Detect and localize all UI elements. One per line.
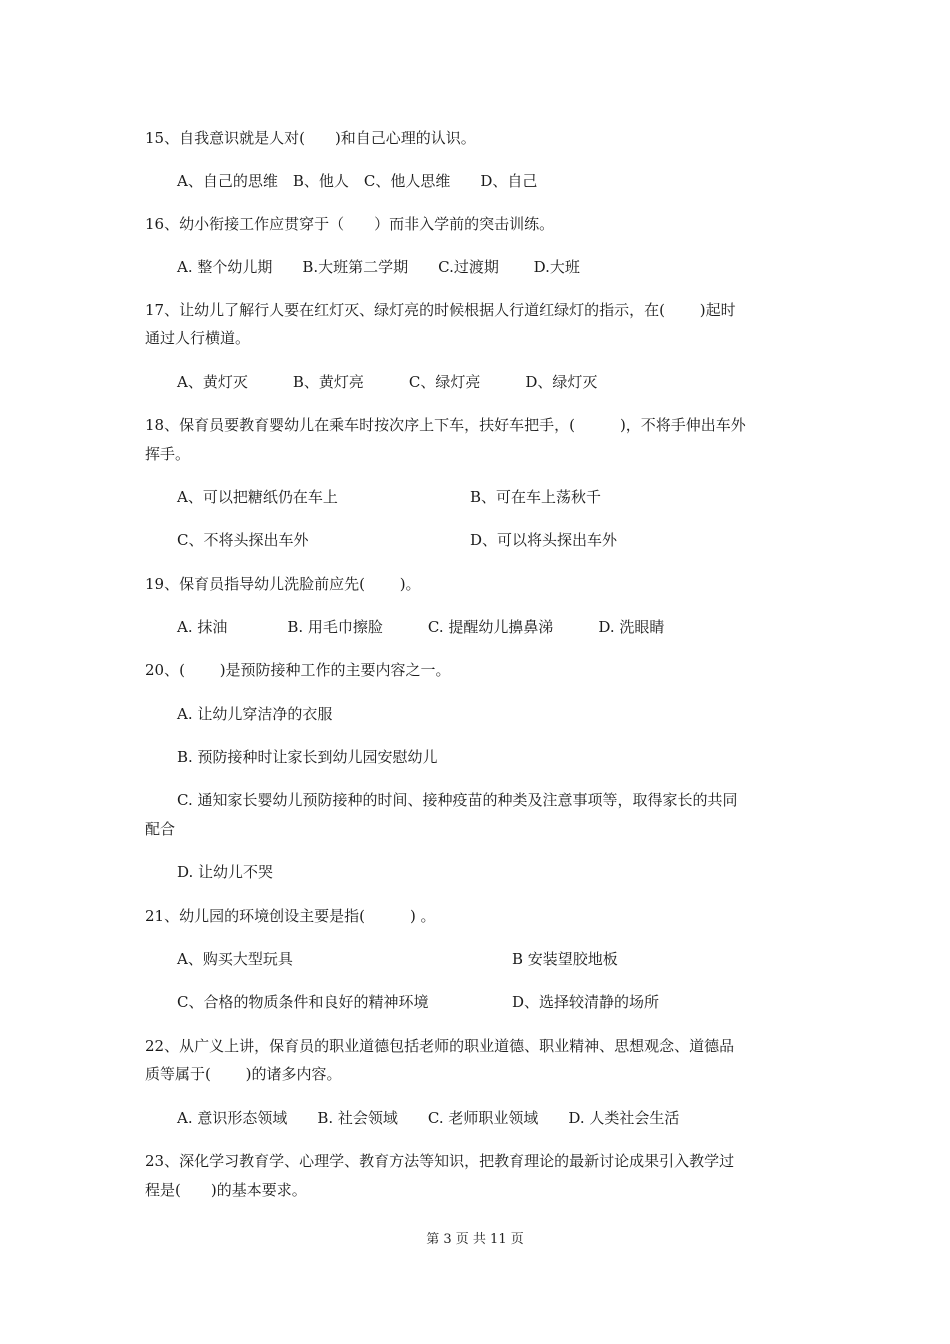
question-20-option-a: A. 让幼儿穿洁净的衣服 — [177, 705, 333, 723]
question-20-option-b: B. 预防接种时让家长到幼儿园安慰幼儿 — [177, 748, 438, 766]
question-20-option-c-line-1: C. 通知家长婴幼儿预防接种的时间、接种疫苗的种类及注意事项等，取得家长的共同 — [177, 791, 738, 809]
question-22-line-1: 22、从广义上讲，保育员的职业道德包括老师的职业道德、职业精神、思想观念、道德品 — [145, 1037, 735, 1055]
question-22-line-2: 质等属于( )的诸多内容。 — [145, 1065, 342, 1083]
question-23-line-1: 23、深化学习教育学、心理学、教育方法等知识，把教育理论的最新讨论成果引入教学过 — [145, 1152, 735, 1170]
question-17-line-1: 17、让幼儿了解行人要在红灯灭、绿灯亮的时候根据人行道红绿灯的指示，在( )起时 — [145, 301, 736, 319]
question-23-line-2: 程是( )的基本要求。 — [145, 1181, 307, 1199]
question-16-options: A. 整个幼儿期 B.大班第二学期 C.过渡期 D.大班 — [177, 258, 580, 276]
question-16: 16、幼小衔接工作应贯穿于（ ）而非入学前的突击训练。 — [145, 215, 555, 233]
question-17-options: A、黄灯灭 B、黄灯亮 C、绿灯亮 D、绿灯灭 — [177, 373, 598, 391]
question-21-option-c: C、合格的物质条件和良好的精神环境 — [177, 993, 429, 1011]
question-18-option-c: C、不将头探出车外 — [177, 531, 309, 549]
question-18-option-d: D、可以将头探出车外 — [470, 531, 618, 549]
question-21-option-a: A、购买大型玩具 — [177, 950, 293, 968]
question-21: 21、幼儿园的环境创设主要是指( ) 。 — [145, 907, 436, 925]
question-20-option-d: D. 让幼儿不哭 — [177, 863, 274, 881]
question-20-option-c-line-2: 配合 — [145, 820, 176, 838]
question-18-option-a: A、可以把糖纸仍在车上 — [177, 488, 338, 506]
question-21-option-b: B 安装望胶地板 — [512, 950, 618, 968]
question-22-options: A. 意识形态领域 B. 社会领域 C. 老师职业领域 D. 人类社会生活 — [177, 1109, 680, 1127]
question-19-options: A. 抹油 B. 用毛巾擦脸 C. 提醒幼儿擤鼻涕 D. 洗眼睛 — [177, 618, 665, 636]
question-18-line-2: 挥手。 — [145, 445, 191, 463]
question-20: 20、( )是预防接种工作的主要内容之一。 — [145, 661, 451, 679]
question-17-line-2: 通过人行横道。 — [145, 329, 251, 347]
question-18-option-b: B、可在车上荡秋千 — [470, 488, 602, 506]
question-15-options: A、自己的思维 B、他人 C、他人思维 D、自己 — [177, 172, 538, 190]
question-15: 15、自我意识就是人对( )和自己心理的认识。 — [145, 129, 476, 147]
question-21-option-d: D、选择较清静的场所 — [512, 993, 660, 1011]
question-18-line-1: 18、保育员要教育婴幼儿在乘车时按次序上下车，扶好车把手，( )，不将手伸出车外 — [145, 416, 746, 434]
question-19: 19、保育员指导幼儿洗脸前应先( )。 — [145, 575, 421, 593]
page-footer: 第 3 页 共 11 页 — [426, 1232, 524, 1247]
